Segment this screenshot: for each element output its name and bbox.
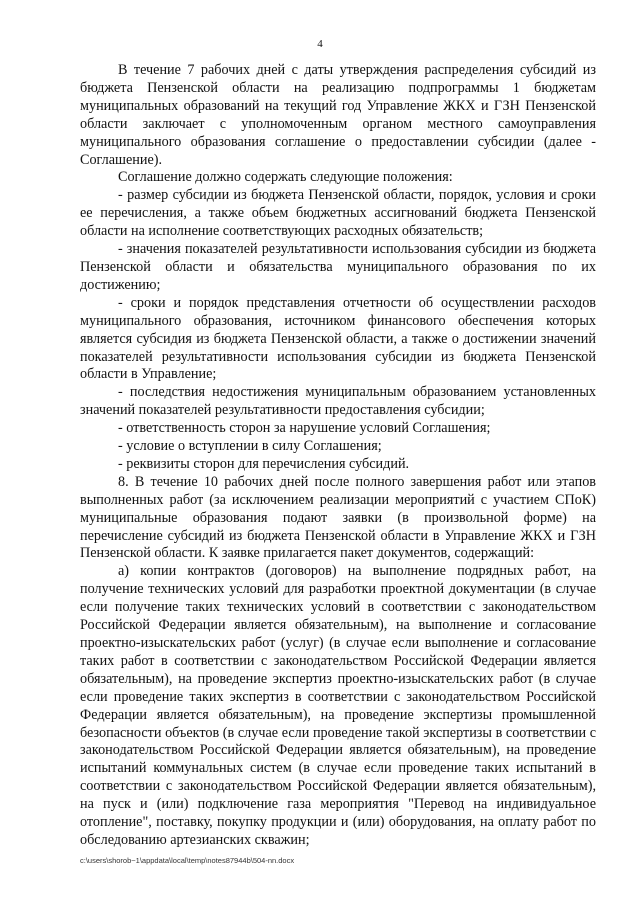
paragraph-agreement-term: В течение 7 рабочих дней с даты утверждения распределения субсидий из бюджета Пензенской области на реализацию подпрограммы 1 бюджетам муниципальных образований на текущий год Управление ЖКХ и ГЗН Пензенской области заключает с уполномоченным органом местного самоуправления муниципального образования соглашение о предоставлении субсидии (далее - Соглашение). bbox=[80, 62, 596, 168]
paragraph-agreement-contents: Соглашение должно содержать следующие положения: bbox=[118, 169, 453, 186]
document-body bbox=[80, 62, 596, 850]
list-item-subsidy-size: - размер субсидии из бюджета Пензенской области, порядок, условия и сроки ее перечисления, а также объем бюджетных ассигнований бюджета Пензенской области на исполнение соответствующих расходных обязательств; bbox=[80, 187, 596, 240]
list-item-consequences: - последствия недостижения муниципальным образованием установленных значений показателей результативности предоставления субсидии; bbox=[80, 384, 596, 419]
paragraph-item-a: а) копии контрактов (договоров) на выполнение подрядных работ, на получение технических условий для разработки проектной документации (в случае если получение таких технических условий в соответствии с законодательством Российской Федерации является обязательным), на выполнение и согласование проектно-изыскательских работ (услуг) (в случае если выполнение и согласование таких работ в соответствии с законодательством Российской Федерации является обязательным), на проведение экспертиз проектно-изыскательских работ (в случае если проведение таких экспертиз в соответствии с законодательством Российской Федерации является обязательным), на проведение экспертизы промышленной безопасности объектов (в случае если проведение такой экспертизы в соответствии с законодательством Российской Федерации является обязательным), на проведение испытаний коммунальных систем (в случае если проведение таких испытаний в соответствии с законодательством Российской Федерации является обязательным), на пуск и (или) подключение газа мероприятия "Перевод на индивидуальное отопление", поставку, покупку продукции и (или) оборудования, на оплату работ по обследованию артезианских скважин; bbox=[80, 563, 596, 848]
paragraph-section-8: 8. В течение 10 рабочих дней после полного завершения работ или этапов выполненных работ (за исключением реализации мероприятий с участием СПоК) муниципальные образования подают заявки (в произвольной форме) на перечисление субсидий из бюджета Пензенской области в Управление ЖКХ и ГЗН Пензенской области. К заявке прилагается пакет документов, содержащий: bbox=[80, 473, 596, 562]
list-item-reporting: - сроки и порядок представления отчетности об осуществлении расходов муниципального образования, источником финансового обеспечения которых является субсидия из бюджета Пензенской области, а также о достижении значений показателей результативности использования субсидии из бюджета Пензенской области в Управление; bbox=[80, 294, 596, 383]
list-item-performance-indicators: - значения показателей результативности использования субсидии из бюджета Пензенской области и обязательства муниципального образования по их достижению; bbox=[80, 241, 596, 293]
list-item-responsibility: - ответственность сторон за нарушение условий Соглашения; bbox=[118, 420, 491, 437]
list-item-entry-into-force: - условие о вступлении в силу Соглашения; bbox=[118, 438, 382, 455]
page-number: 4 bbox=[317, 38, 323, 50]
footer-file-path: c:\users\shorob~1\appdata\local\temp\notes87944b\504-nn.docx bbox=[80, 856, 295, 865]
list-item-requisites: - реквизиты сторон для перечисления субсидий. bbox=[118, 455, 410, 472]
